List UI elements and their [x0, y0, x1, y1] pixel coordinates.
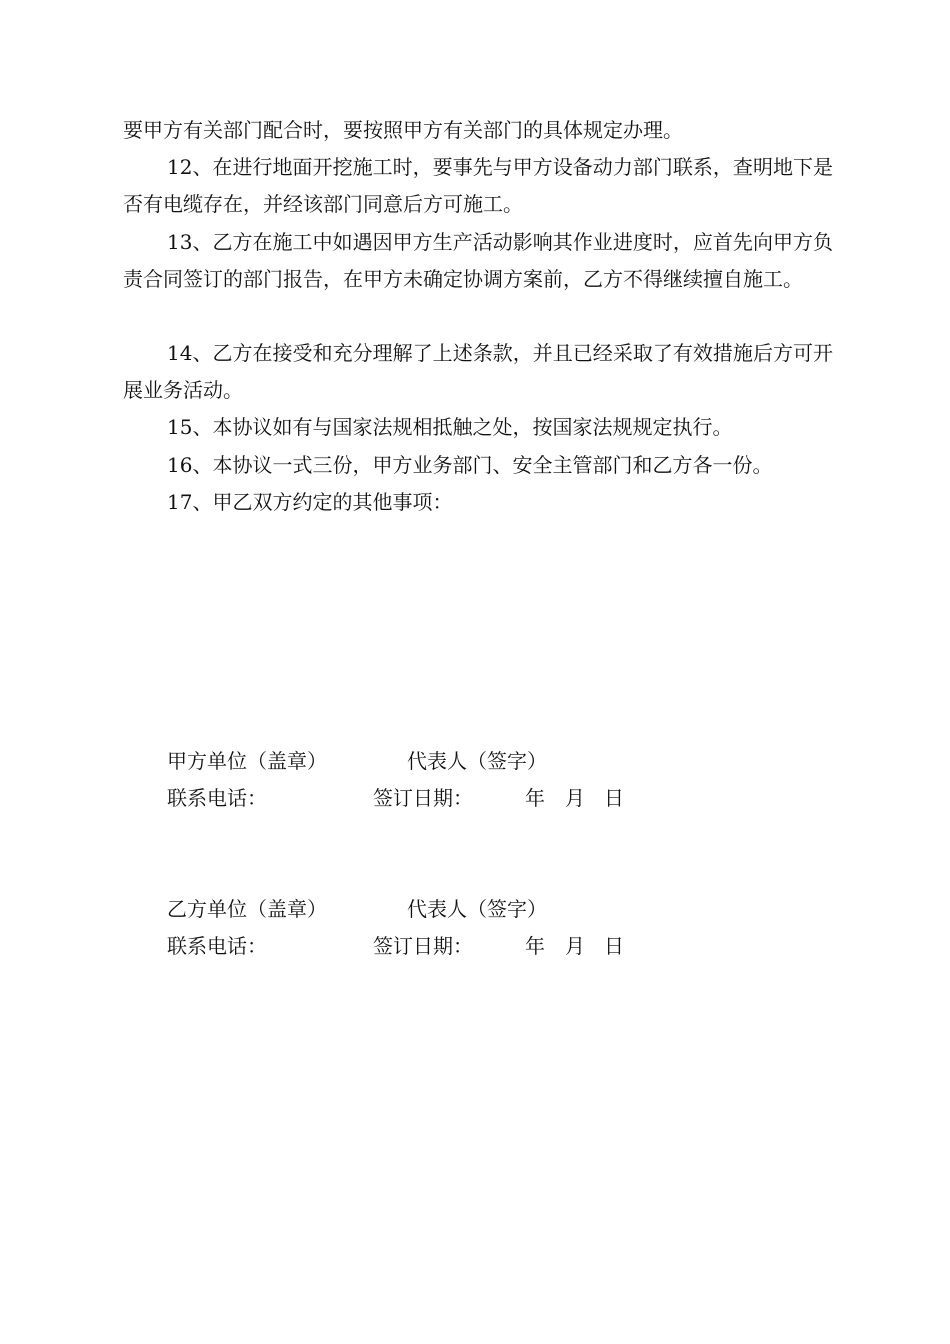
party-b-rep-label: 代表人（签字） [407, 897, 547, 921]
paragraph-17: 17、甲乙双方约定的其他事项： [167, 490, 453, 514]
party-b-phone-label: 联系电话： [167, 934, 267, 958]
paragraph-15: 15、本协议如有与国家法规相抵触之处，按国家法规规定执行。 [167, 415, 733, 439]
party-a-rep-label: 代表人（签字） [407, 749, 547, 773]
party-b-unit-label: 乙方单位（盖章） [167, 897, 327, 921]
party-a-month: 月 [565, 786, 585, 810]
party-a-unit-label: 甲方单位（盖章） [167, 749, 327, 773]
party-b-month: 月 [565, 934, 585, 958]
party-b-date-label: 签订日期： [373, 934, 473, 958]
paragraph-16: 16、本协议一式三份，甲方业务部门、安全主管部门和乙方各一份。 [167, 453, 773, 477]
paragraph-13: 13、乙方在施工中如遇因甲方生产活动影响其作业进度时，应首先向甲方负责合同签订的部门报告，在甲方未确定协调方案前，乙方不得继续擅自施工。 [123, 230, 833, 291]
paragraph-14: 14、乙方在接受和充分理解了上述条款，并且已经采取了有效措施后方可开展业务活动。 [123, 341, 833, 402]
party-a-phone-label: 联系电话： [167, 786, 267, 810]
party-b-year: 年 [525, 934, 545, 958]
party-a-day: 日 [604, 786, 624, 810]
party-a-date-label: 签订日期： [373, 786, 473, 810]
party-a-year: 年 [525, 786, 545, 810]
paragraph-continuation: 要甲方有关部门配合时，要按照甲方有关部门的具体规定办理。 [123, 118, 683, 142]
party-b-day: 日 [604, 934, 624, 958]
paragraph-12: 12、在进行地面开挖施工时，要事先与甲方设备动力部门联系，查明地下是否有电缆存在，并经该部门同意后方可施工。 [123, 155, 833, 216]
